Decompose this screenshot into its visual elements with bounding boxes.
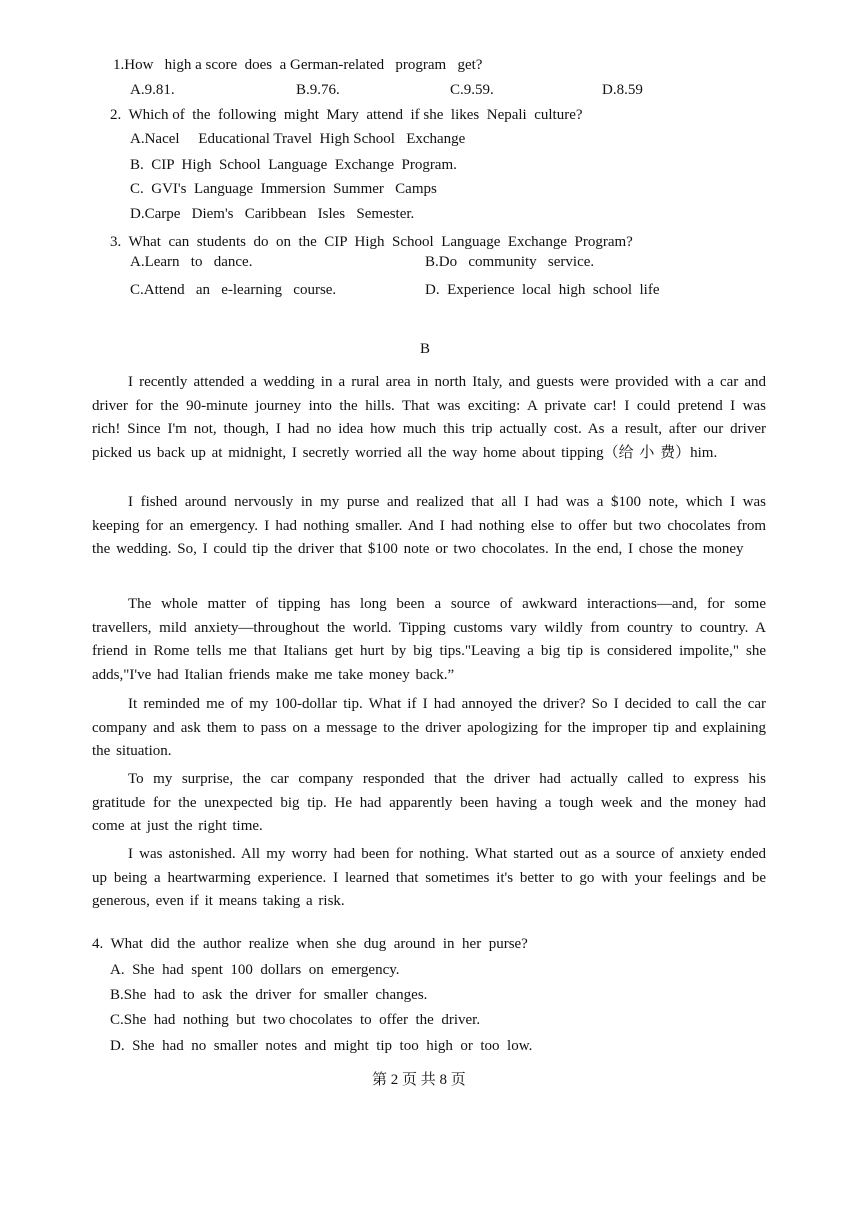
question-3-option-c: C.Attend an e-learning course. [130,282,337,298]
section-heading: B [420,341,431,357]
question-3-option-b: B.Do community service. [425,254,595,270]
paragraph-5: To my surprise, the car company responded that the driver had actually called to express his gratitude for the unexpected big tip. He had apparently been having a tough week and the money had come at just the right time. [92,771,766,835]
page-number: 第 2 页 共 8 页 [372,1072,466,1088]
question-3-option-a: A.Learn to dance. [130,254,253,270]
question-1-option-a: A.9.81. [130,82,175,98]
question-1-option-b: B.9.76. [296,82,340,98]
question-4-option-b: B.She had to ask the driver for smaller changes. [110,987,428,1003]
paragraph-4: It reminded me of my 100-dollar tip. What if I had annoyed the driver? So I decided to call the car company and ask them to pass on a message to the driver apologizing for the improper tip and explaining the situation. [92,696,766,760]
paragraph-6: I was astonished. All my worry had been for nothing. What started out as a source of anxiety ended up being a heartwarming experience. I learned that sometimes it's better to go with your feelings and be generous, even if it means taking a risk. [92,846,766,910]
question-2-option-a: A.Nacel Educational Travel High School Exchange [130,131,466,147]
paragraph-2: I fished around nervously in my purse and realized that all I had was a $100 note, which I was keeping for an emergency. I had nothing smaller. And I had nothing else to offer but two chocolates from the wedding. So, I could tip the driver that $100 note or two chocolates. In the end, I chose the money [92,494,766,558]
question-3-stem: 3. What can students do on the CIP High School Language Exchange Program? [110,234,633,250]
question-1-stem: 1.How high a score does a German-related program get? [113,57,483,73]
paragraph-3: The whole matter of tipping has long been a source of awkward interactions—and, for some travellers, mild anxiety—throughout the world. Tipping customs vary wildly from country to country. A friend in Rome tells me that Italians get hurt by big tips."Leaving a big tip is considered impolite," she adds,"I've had Italian friends make me take money back.” [92,596,766,683]
question-4-option-a: A. She had spent 100 dollars on emergency. [110,962,400,978]
question-4-stem: 4. What did the author realize when she dug around in her purse? [92,936,528,952]
question-2-option-d: D.Carpe Diem's Caribbean Isles Semester. [130,206,415,222]
question-1-option-c: C.9.59. [450,82,494,98]
question-1-option-d: D.8.59 [602,82,643,98]
paragraph-1: I recently attended a wedding in a rural area in north Italy, and guests were provided with a car and driver for the 90-minute journey into the hills. That was exciting: A private car! I could pretend I was rich! Since I'm not, though, I had no idea how much this trip actually cost. As a result, after our driver picked us back up at midnight, I secretly worried all the way home about tipping（给 小 费）him. [92,374,766,461]
question-2-option-b: B. CIP High School Language Exchange Program. [130,157,457,173]
question-3-option-d: D. Experience local high school life [425,282,660,298]
question-4-option-c: C.She had nothing but two chocolates to offer the driver. [110,1012,481,1028]
question-2-stem: 2. Which of the following might Mary attend if she likes Nepali culture? [110,107,583,123]
question-2-option-c: C. GVI's Language Immersion Summer Camps [130,181,437,197]
question-4-option-d: D. She had no smaller notes and might tip too high or too low. [110,1038,533,1054]
